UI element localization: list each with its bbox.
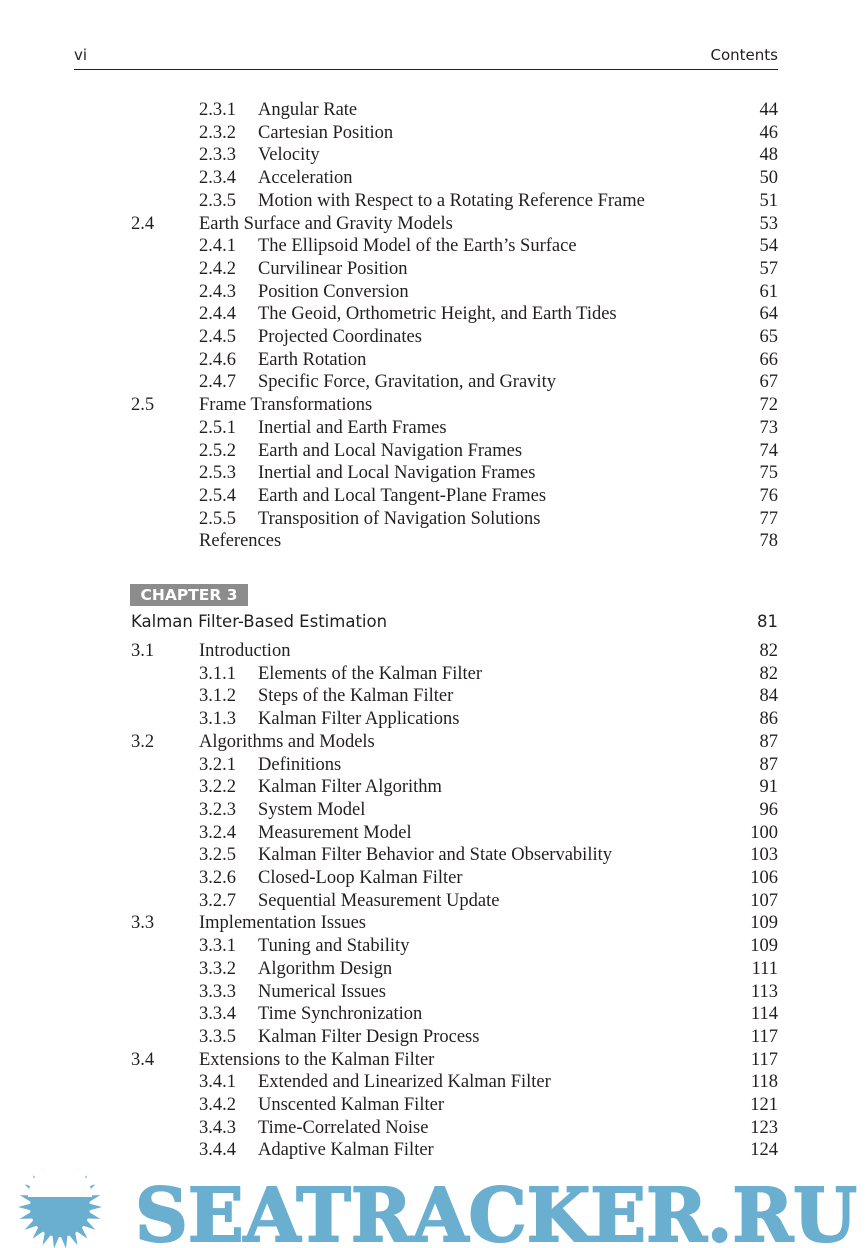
toc-subsection-entry[interactable] — [0, 281, 868, 303]
entry-number: 2.3.2 — [199, 122, 236, 143]
entry-number: 3.3.3 — [199, 981, 236, 1002]
entry-title: Implementation Issues — [199, 913, 366, 934]
entry-title: Earth Rotation — [258, 349, 367, 370]
entry-page: 74 — [759, 440, 778, 461]
sun-ray — [32, 1226, 43, 1238]
entry-page: 48 — [759, 145, 778, 166]
entry-title: Unscented Kalman Filter — [258, 1095, 444, 1115]
toc-subsection-entry[interactable] — [0, 663, 868, 685]
entry-page: 117 — [750, 1049, 778, 1070]
toc-subsection-entry[interactable] — [0, 122, 868, 144]
entry-page: 114 — [750, 1004, 778, 1025]
entry-page: 86 — [759, 709, 778, 730]
toc-section-entry[interactable] — [0, 530, 868, 552]
entry-title: Angular Rate — [258, 100, 358, 120]
entry-number: 3.3.1 — [199, 936, 236, 957]
entry-number: 2.4.2 — [199, 258, 236, 279]
entry-title: References — [199, 531, 282, 552]
entry-page: 53 — [759, 213, 778, 234]
entry-number: 2.5.3 — [199, 463, 236, 484]
entry-page: 124 — [750, 1140, 778, 1161]
entry-number: 3.2.2 — [199, 777, 236, 798]
entry-page: 87 — [759, 731, 778, 752]
entry-title: Curvilinear Position — [258, 258, 408, 279]
entry-page: 50 — [759, 168, 778, 189]
sun-ray — [25, 1220, 38, 1230]
toc-subsection-entry[interactable] — [0, 685, 868, 707]
toc-subsection-entry[interactable] — [0, 371, 868, 393]
entry-page: 107 — [750, 890, 778, 911]
entry-number: 3.4.2 — [199, 1095, 236, 1115]
entry-number: 3.2 — [131, 731, 155, 752]
entry-page: 111 — [751, 958, 778, 979]
entry-title: Algorithms and Models — [199, 731, 375, 752]
toc-subsection-entry[interactable] — [0, 1139, 868, 1161]
entry-number: 2.3.4 — [199, 168, 236, 189]
sun-ray — [87, 1212, 101, 1219]
entry-page: 77 — [759, 508, 778, 529]
toc-subsection-entry[interactable] — [0, 981, 868, 1003]
entry-number: 2.5 — [131, 395, 155, 416]
toc-subsection-entry[interactable] — [0, 258, 868, 280]
sun-ray — [69, 1169, 78, 1182]
entry-number: 2.3.1 — [199, 100, 236, 120]
sun-ray — [61, 1235, 68, 1248]
toc-subsection-entry[interactable] — [0, 235, 868, 257]
entry-title: Extensions to the Kalman Filter — [199, 1049, 435, 1070]
entry-title: The Geoid, Orthometric Height, and Earth Tides — [258, 304, 617, 325]
sun-ray — [20, 1195, 34, 1202]
sun-ray — [18, 1204, 31, 1211]
toc-subsection-entry[interactable] — [0, 440, 868, 462]
entry-title: Earth and Local Navigation Frames — [258, 440, 523, 461]
entry-number: 2.5.1 — [199, 417, 236, 438]
entry-page: 117 — [750, 1026, 778, 1047]
entry-title: Acceleration — [258, 168, 353, 189]
entry-title: Motion with Respect to a Rotating Reference Frame — [258, 190, 645, 211]
toc-subsection-entry[interactable] — [0, 167, 868, 189]
page-number: vi — [74, 46, 88, 64]
running-title: Contents — [710, 46, 778, 64]
sun-ray — [76, 1175, 87, 1187]
entry-title: Measurement Model — [258, 822, 412, 843]
sun-ray — [25, 1184, 38, 1194]
sun-ray — [82, 1220, 95, 1230]
entry-title: Earth and Local Tangent-Plane Frames — [258, 485, 547, 506]
entry-number: 3.1.1 — [199, 663, 236, 684]
entry-page: 64 — [759, 304, 778, 325]
entry-page: 75 — [759, 463, 778, 484]
entry-page: 61 — [759, 281, 778, 302]
toc-subsection-entry[interactable] — [0, 99, 868, 121]
toc-subsection-entry[interactable] — [0, 935, 868, 957]
entry-page: 51 — [759, 190, 778, 211]
entry-title: Kalman Filter Design Process — [258, 1026, 480, 1047]
entry-title: Earth Surface and Gravity Models — [199, 213, 453, 234]
toc-subsection-entry[interactable] — [0, 462, 868, 484]
entry-page: 106 — [750, 868, 778, 888]
entry-number: 3.1.2 — [199, 686, 236, 707]
chapter-label: CHAPTER 3 — [130, 584, 248, 606]
sun-ray — [43, 1169, 52, 1182]
watermark-logo — [0, 1163, 868, 1248]
entry-page: 87 — [759, 754, 778, 775]
sun-ray — [32, 1175, 43, 1187]
entry-number: 3.2.4 — [199, 822, 236, 843]
entry-number: 2.5.5 — [199, 508, 236, 529]
entry-title: Introduction — [199, 641, 291, 661]
entry-title: Extended and Linearized Kalman Filter — [258, 1072, 551, 1093]
entry-page: 84 — [759, 686, 778, 707]
toc-subsection-entry[interactable] — [0, 776, 868, 798]
entry-page: 54 — [759, 236, 778, 257]
entry-number: 2.4.7 — [199, 372, 236, 393]
chapter-page: 81 — [757, 612, 778, 631]
entry-page: 109 — [750, 936, 778, 957]
toc-section-entry[interactable] — [0, 394, 868, 416]
toc-subsection-entry[interactable] — [0, 144, 868, 166]
toc-subsection-entry[interactable] — [0, 1094, 868, 1116]
entry-number: 2.5.4 — [199, 485, 236, 506]
entry-page: 57 — [759, 258, 778, 279]
entry-number: 3.2.1 — [199, 754, 236, 775]
entry-title: Frame Transformations — [199, 395, 373, 416]
entry-number: 3.4.4 — [199, 1140, 236, 1161]
entry-number: 2.4 — [131, 213, 155, 234]
toc-subsection-entry[interactable] — [0, 508, 868, 530]
entry-title: Transposition of Navigation Solutions — [258, 508, 541, 529]
entry-number: 3.2.7 — [199, 890, 236, 911]
toc-subsection-entry[interactable] — [0, 754, 868, 776]
entry-page: 113 — [750, 981, 778, 1002]
toc-subsection-entry[interactable] — [0, 1026, 868, 1048]
entry-title: Adaptive Kalman Filter — [258, 1140, 434, 1161]
sun-ray — [20, 1212, 34, 1219]
entry-number: 3.4 — [131, 1049, 155, 1070]
entry-title: Tuning and Stability — [258, 936, 410, 957]
toc-subsection-entry[interactable] — [0, 890, 868, 912]
entry-title: Position Conversion — [258, 281, 409, 302]
entry-number: 3.3 — [131, 913, 155, 934]
entry-title: Cartesian Position — [258, 122, 394, 143]
toc-subsection-entry[interactable] — [0, 326, 868, 348]
entry-number: 2.4.4 — [199, 304, 236, 325]
entry-number: 2.4.6 — [199, 349, 236, 370]
toc-subsection-entry[interactable] — [0, 1003, 868, 1025]
entry-number: 3.1.3 — [199, 709, 236, 730]
entry-page: 78 — [759, 531, 778, 552]
toc-subsection-entry[interactable] — [0, 485, 868, 507]
entry-title: Inertial and Earth Frames — [258, 417, 447, 438]
chapter-title[interactable]: Kalman Filter-Based Estimation — [131, 612, 388, 631]
entry-title: Projected Coordinates — [258, 327, 422, 347]
toc-subsection-entry[interactable] — [0, 349, 868, 371]
entry-number: 3.3.4 — [199, 1004, 236, 1025]
toc-subsection-entry[interactable] — [0, 708, 868, 730]
sun-ray — [76, 1226, 87, 1238]
toc-subsection-entry[interactable] — [0, 1117, 868, 1139]
entry-page: 76 — [759, 485, 778, 506]
entry-page: 118 — [750, 1072, 778, 1093]
entry-number: 3.3.2 — [199, 958, 236, 979]
entry-page: 65 — [759, 327, 778, 347]
toc-subsection-entry[interactable] — [0, 190, 868, 212]
toc-subsection-entry[interactable] — [0, 1071, 868, 1093]
entry-page: 96 — [759, 799, 778, 820]
toc-subsection-entry[interactable] — [0, 958, 868, 980]
entry-number: 3.2.6 — [199, 868, 236, 888]
entry-number: 2.4.1 — [199, 236, 236, 257]
entry-title: Kalman Filter Applications — [258, 709, 460, 730]
toc-section-entry[interactable] — [0, 731, 868, 753]
toc-subsection-entry[interactable] — [0, 417, 868, 439]
entry-number: 2.4.3 — [199, 281, 236, 302]
sun-ray — [87, 1195, 101, 1202]
entry-title: Specific Force, Gravitation, and Gravity — [258, 372, 556, 393]
svg-text:SEATRACKER.RU: SEATRACKER.RU — [135, 1173, 857, 1248]
header-rule — [74, 69, 778, 70]
sun-ray — [52, 1165, 59, 1179]
toc-subsection-entry[interactable] — [0, 844, 868, 866]
entry-title: Time Synchronization — [258, 1004, 423, 1025]
entry-title: Algorithm Design — [258, 958, 393, 979]
toc-subsection-entry[interactable] — [0, 867, 868, 889]
entry-page: 123 — [750, 1117, 778, 1138]
entry-number: 3.2.5 — [199, 845, 236, 866]
entry-title: Numerical Issues — [258, 981, 386, 1002]
entry-page: 67 — [759, 372, 778, 393]
sun-ray — [43, 1232, 52, 1245]
entry-title: Kalman Filter Algorithm — [258, 777, 442, 798]
entry-title: Time-Correlated Noise — [258, 1117, 429, 1138]
sun-icon — [18, 1165, 102, 1248]
entry-page: 100 — [750, 822, 778, 843]
entry-page: 46 — [759, 122, 778, 143]
entry-number: 2.4.5 — [199, 327, 236, 347]
entry-page: 82 — [759, 641, 778, 661]
entry-number: 3.2.3 — [199, 799, 236, 820]
entry-title: Sequential Measurement Update — [258, 890, 500, 911]
entry-title: The Ellipsoid Model of the Earth’s Surface — [258, 236, 577, 257]
sun-ray — [89, 1204, 102, 1211]
toc-subsection-entry[interactable] — [0, 799, 868, 821]
entry-page: 82 — [759, 663, 778, 684]
entry-page: 44 — [759, 100, 778, 120]
entry-number: 2.3.5 — [199, 190, 236, 211]
entry-page: 66 — [759, 349, 778, 370]
entry-title: System Model — [258, 799, 366, 820]
toc-subsection-entry[interactable] — [0, 822, 868, 844]
sun-ray — [82, 1184, 95, 1194]
sun-ray — [52, 1235, 59, 1248]
entry-title: Elements of the Kalman Filter — [258, 663, 482, 684]
entry-title: Kalman Filter Behavior and State Observability — [258, 845, 612, 866]
entry-title: Steps of the Kalman Filter — [258, 686, 454, 707]
entry-page: 121 — [750, 1095, 778, 1115]
entry-number: 3.4.1 — [199, 1072, 236, 1093]
sun-ray — [61, 1165, 68, 1179]
toc-section-entry[interactable] — [0, 1049, 868, 1071]
entry-title: Definitions — [258, 754, 342, 775]
entry-page: 72 — [759, 395, 778, 416]
entry-page: 109 — [750, 913, 778, 934]
entry-number: 3.4.3 — [199, 1117, 236, 1138]
toc-subsection-entry[interactable] — [0, 303, 868, 325]
entry-page: 91 — [759, 777, 778, 798]
toc-section-entry[interactable] — [0, 213, 868, 235]
entry-title: Inertial and Local Navigation Frames — [258, 463, 536, 484]
entry-number: 2.5.2 — [199, 440, 236, 461]
entry-number: 3.3.5 — [199, 1026, 236, 1047]
entry-number: 2.3.3 — [199, 145, 236, 166]
entry-title: Velocity — [258, 145, 320, 166]
entry-title: Closed-Loop Kalman Filter — [258, 868, 463, 888]
sun-ray — [69, 1232, 78, 1245]
toc-section-entry[interactable] — [0, 640, 868, 662]
entry-page: 73 — [759, 417, 778, 438]
entry-page: 103 — [750, 845, 778, 866]
entry-number: 3.1 — [131, 641, 155, 661]
toc-section-entry[interactable] — [0, 912, 868, 934]
